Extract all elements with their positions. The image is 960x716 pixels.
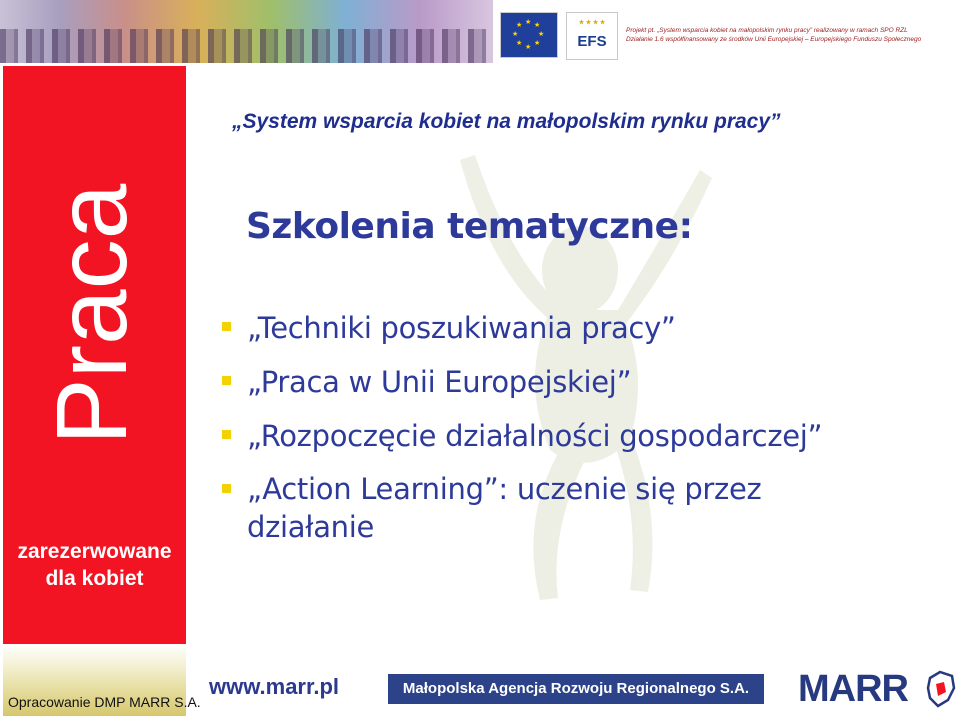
list-item-text: „Techniki poszukiwania pracy” — [247, 311, 676, 345]
top-banner — [0, 0, 960, 66]
list-item — [222, 362, 922, 402]
agency-name-banner: Małopolska Agencja Rozwoju Regionalnego S.A. — [388, 674, 764, 704]
square-bullet-icon — [222, 430, 231, 439]
square-bullet-icon — [222, 322, 231, 331]
slide-heading: Szkolenia tematyczne: — [246, 206, 693, 247]
website-link[interactable]: www.marr.pl — [209, 674, 340, 699]
efs-label: EFS — [577, 33, 607, 50]
skyline-silhouette — [0, 29, 493, 63]
marr-logo-text: MARR — [798, 668, 908, 710]
list-item-text: „Rozpoczęcie działalności gospodarczej” — [247, 419, 823, 453]
band-subtitle-line-2: dla kobiet — [45, 567, 144, 590]
band-subtitle — [3, 538, 186, 592]
list-item — [222, 308, 922, 348]
krakow-panorama-image — [0, 0, 493, 63]
project-info-line-2: Działanie 1.6 współfinansowany ze środków Unii Europejskiej – Europejskiego Funduszu Społecznego — [626, 36, 922, 43]
efs-logo — [566, 12, 618, 60]
band-subtitle-line-1: zarezerwowane — [17, 540, 172, 563]
project-info-text — [626, 26, 956, 44]
list-item — [222, 470, 857, 546]
project-title: „System wsparcia kobiet na małopolskim rynku pracy” — [232, 110, 781, 133]
square-bullet-icon — [222, 484, 231, 493]
list-item-text: „Praca w Unii Europejskiej” — [247, 365, 632, 399]
training-list — [222, 308, 922, 560]
list-item-text: „Action Learning”: uczenie się przez działanie — [247, 472, 762, 544]
malopolska-map-icon — [926, 670, 956, 708]
list-item — [222, 416, 922, 456]
square-bullet-icon — [222, 376, 231, 385]
efs-stars-icon: ★ ★ ★ ★ — [578, 20, 606, 26]
footer-credit: Opracowanie DMP MARR S.A. — [8, 694, 201, 710]
eu-flag-logo: ★ ★ ★ ★ ★ ★ ★ ★ — [500, 12, 558, 58]
project-info-line-1: Projekt pt. „System wsparcia kobiet na małopolskim rynku pracy” realizowany w ramach SPO RZL — [626, 27, 908, 34]
footer — [0, 644, 960, 716]
vertical-praca-word: Praca — [36, 183, 148, 445]
